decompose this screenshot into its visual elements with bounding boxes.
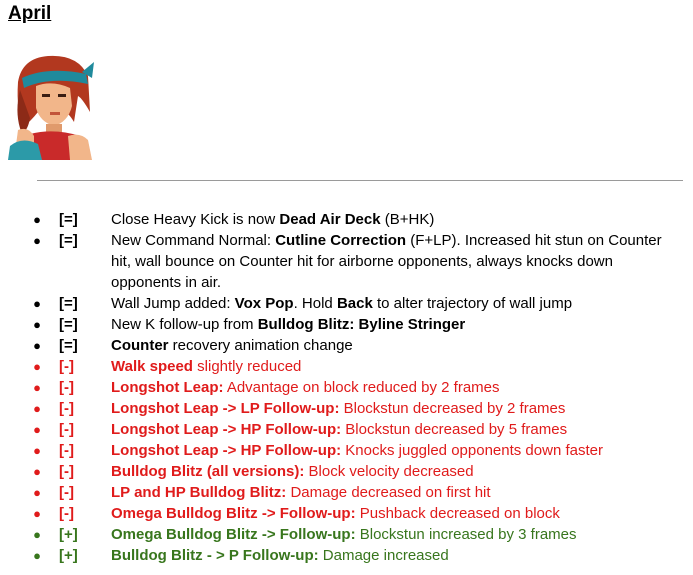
description-text: Pushback decreased on block xyxy=(355,505,560,522)
change-type-tag: [=] xyxy=(59,232,78,249)
move-name: Longshot Leap -> HP Follow-up: xyxy=(111,442,342,459)
patch-note-item xyxy=(0,314,693,335)
description-text: . Hold xyxy=(293,295,337,312)
description-text: Close Heavy Kick is now xyxy=(111,211,280,228)
patch-note-item xyxy=(0,398,693,419)
change-description xyxy=(111,524,681,545)
description-text: (F+LP). Increased hit stun on Counter hit, wall bounce on Counter hit for airborne opponents, always knocks down opponents in air. xyxy=(111,232,662,291)
change-type-tag: [-] xyxy=(59,421,74,438)
description-text: New Command Normal: xyxy=(111,232,276,249)
page-title: April xyxy=(8,3,52,24)
change-description xyxy=(111,209,681,230)
change-type-tag: [=] xyxy=(59,295,78,312)
move-name: Counter xyxy=(111,337,169,354)
change-description xyxy=(111,461,681,482)
change-description xyxy=(111,419,681,440)
bullet-icon: ● xyxy=(33,296,41,311)
move-name: Cutline Correction xyxy=(275,232,407,249)
bullet-icon: ● xyxy=(33,317,41,332)
description-text: (B+HK) xyxy=(380,211,435,228)
patch-note-item xyxy=(0,230,693,293)
change-type-tag: [-] xyxy=(59,484,74,501)
patch-note-item xyxy=(0,524,693,545)
patch-note-item xyxy=(0,293,693,314)
description-text: to alter trajectory of wall jump xyxy=(372,295,573,312)
bullet-icon: ● xyxy=(33,338,41,353)
move-name: Walk speed xyxy=(111,358,193,375)
change-type-tag: [-] xyxy=(59,463,74,480)
change-type-tag: [-] xyxy=(59,400,74,417)
bullet-icon: ● xyxy=(33,527,41,542)
change-description xyxy=(111,545,681,566)
description-text: Blockstun increased by 3 frames xyxy=(355,526,577,543)
description-text: Advantage on block reduced by 2 frames xyxy=(223,379,500,396)
move-name: Dead Air Deck xyxy=(279,211,381,228)
bullet-icon: ● xyxy=(33,359,41,374)
change-type-tag: [-] xyxy=(59,442,74,459)
bullet-icon: ● xyxy=(33,548,41,563)
patch-note-item xyxy=(0,482,693,503)
patch-note-item xyxy=(0,503,693,524)
patch-notes-list xyxy=(0,209,693,566)
bullet-icon: ● xyxy=(33,422,41,437)
move-name: Bulldog Blitz (all versions): xyxy=(111,463,305,480)
change-type-tag: [-] xyxy=(59,505,74,522)
move-name: Omega Bulldog Blitz -> Follow-up: xyxy=(111,526,356,543)
description-text: New K follow-up from xyxy=(111,316,258,333)
change-type-tag: [-] xyxy=(59,379,74,396)
move-name: Back xyxy=(336,295,373,312)
move-name: LP and HP Bulldog Blitz: xyxy=(111,484,287,501)
change-type-tag: [+] xyxy=(59,547,78,564)
patch-note-item xyxy=(0,419,693,440)
move-name: Longshot Leap: xyxy=(111,379,224,396)
description-text: Damage increased xyxy=(318,547,449,564)
change-type-tag: [=] xyxy=(59,316,78,333)
move-name: Bulldog Blitz - > P Follow-up: xyxy=(111,547,319,564)
bullet-icon: ● xyxy=(33,443,41,458)
change-description xyxy=(111,293,681,314)
bullet-icon: ● xyxy=(33,464,41,479)
description-text: Wall Jump added: xyxy=(111,295,235,312)
bullet-icon: ● xyxy=(33,401,41,416)
bullet-icon: ● xyxy=(33,506,41,521)
change-type-tag: [+] xyxy=(59,526,78,543)
move-name: Bulldog Blitz: Byline Stringer xyxy=(257,316,466,333)
bullet-icon: ● xyxy=(33,233,41,248)
change-description xyxy=(111,314,681,335)
change-type-tag: [-] xyxy=(59,358,74,375)
patch-note-item xyxy=(0,545,693,566)
change-description xyxy=(111,503,681,524)
change-description xyxy=(111,398,681,419)
description-text: Block velocity decreased xyxy=(304,463,474,480)
change-type-tag: [=] xyxy=(59,337,78,354)
bullet-icon: ● xyxy=(33,485,41,500)
bullet-icon: ● xyxy=(33,212,41,227)
description-text: slightly reduced xyxy=(192,358,302,375)
description-text: Blockstun decreased by 2 frames xyxy=(339,400,566,417)
move-name: Vox Pop xyxy=(234,295,294,312)
change-description xyxy=(111,377,681,398)
description-text: recovery animation change xyxy=(168,337,353,354)
move-name: Omega Bulldog Blitz -> Follow-up: xyxy=(111,505,356,522)
description-text: Damage decreased on first hit xyxy=(286,484,491,501)
patch-note-item xyxy=(0,461,693,482)
change-type-tag: [=] xyxy=(59,211,78,228)
move-name: Longshot Leap -> LP Follow-up: xyxy=(111,400,340,417)
character-portrait xyxy=(8,52,96,160)
patch-note-item xyxy=(0,377,693,398)
patch-note-item xyxy=(0,440,693,461)
change-description xyxy=(111,335,681,356)
patch-note-item xyxy=(0,356,693,377)
move-name: Longshot Leap -> HP Follow-up: xyxy=(111,421,342,438)
change-description xyxy=(111,230,681,293)
change-description xyxy=(111,440,681,461)
horizontal-divider xyxy=(37,180,683,181)
bullet-icon: ● xyxy=(33,380,41,395)
change-description xyxy=(111,482,681,503)
patch-note-item xyxy=(0,335,693,356)
patch-note-item xyxy=(0,209,693,230)
description-text: Blockstun decreased by 5 frames xyxy=(341,421,568,438)
change-description xyxy=(111,356,681,377)
description-text: Knocks juggled opponents down faster xyxy=(341,442,603,459)
